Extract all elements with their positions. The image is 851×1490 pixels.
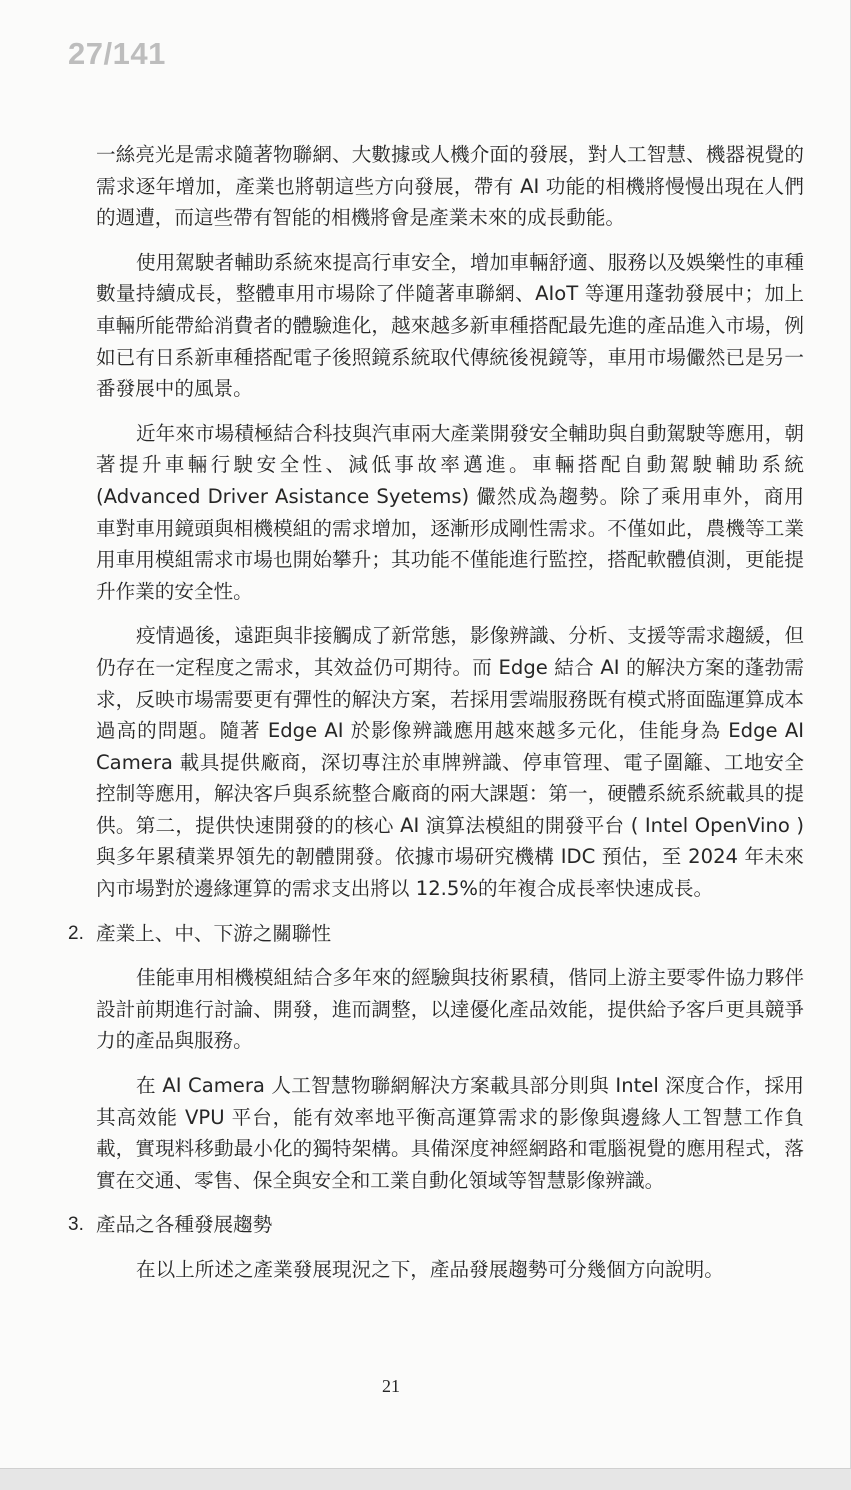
section-heading-3	[68, 1209, 804, 1241]
paragraph: 在以上所述之產業發展現況之下，產品發展趨勢可分幾個方向說明。	[136, 1258, 724, 1281]
paragraph: 佳能車用相機模組結合多年來的經驗與技術累積，偕同上游主要零件協力夥伴設計前期進行討論、開發，進而調整，以達優化產品效能，提供給予客戶更具競爭力的產品與服務。	[96, 966, 804, 1053]
paragraph: 疫情過後，遠距與非接觸成了新常態，影像辨識、分析、支援等需求趨緩，但仍存在一定程度之需求，其效益仍可期待。而 Edge 結合 AI 的解決方案的蓬勃需求，反映市場需要更有彈性的解決方案，若採用雲端服務既有模式將面臨運算成本過高的問題。隨著 Edge AI 於影像辨識應用越來越多元化，佳能身為 Edge AI Camera 載具提供廠商，深切專注於車牌辨識、停車管理、電子圍籬、工地安全控制等應用，解決客戶與系統整合廠商的兩大課題：第一，硬體系統系統載具的提供。第二，提供快速開發的的核心 AI 演算法模組的開發平台 ( Intel OpenVino )與多年累積業界領先的韌體開發。依據市場研究機構 IDC 預估，至 2024 年未來內市場對於邊緣運算的需求支出將以 12.5%的年複合成長率快速成長。	[96, 624, 804, 901]
paragraph: 一絲亮光是需求隨著物聯網、大數據或人機介面的發展，對人工智慧、機器視覺的需求逐年增加，產業也將朝這些方向發展，帶有 AI 功能的相機將慢慢出現在人們的週遭，而這些帶有智能的相機將會是產業未來的成長動能。	[96, 143, 804, 230]
viewer-bottom-bar	[0, 1468, 851, 1490]
page-number: 21	[382, 1376, 400, 1396]
section-title: 產品之各種發展趨勢	[96, 1213, 273, 1237]
paragraph: 使用駕駛者輔助系統來提高行車安全，增加車輛舒適、服務以及娛樂性的車種數量持續成長，整體車用市場除了伴隨著車聯網、AIoT 等運用蓬勃發展中；加上車輛所能帶給消費者的體驗進化，越來越多新車種搭配最先進的產品進入市場，例如已有日系新車種搭配電子後照鏡系統取代傳統後視鏡等，車用市場儼然已是另一番發展中的風景。	[96, 250, 804, 401]
section-title: 產業上、中、下游之關聯性	[96, 921, 332, 945]
document-body	[68, 139, 804, 1299]
paragraph: 在 AI Camera 人工智慧物聯網解決方案載具部分則與 Intel 深度合作，採用其高效能 VPU 平台，能有效率地平衡高運算需求的影像與邊緣人工智慧工作負載，實現料移動最小化的獨特架構。具備深度神經網路和電腦視覺的應用程式，落實在交通、零售、保全與安全和工業自動化領域等智慧影像辨識。	[96, 1074, 804, 1192]
page-counter: 27/141	[68, 36, 166, 71]
section-number: 2.	[68, 922, 84, 944]
section-number: 3.	[68, 1214, 84, 1236]
paragraph: 近年來市場積極結合科技與汽車兩大產業開發安全輔助與自動駕駛等應用，朝著提升車輛行駛安全性、減低事故率邁進。車輛搭配自動駕駛輔助系統(Advanced Driver Asistance Syetems) 儼然成為趨勢。除了乘用車外，商用車對車用鏡頭與相機模組的需求增加，逐漸形成剛性需求。不僅如此，農機等工業用車用模組需求市場也開始攀升；其功能不僅能進行監控，搭配軟體偵測，更能提升作業的安全性。	[96, 421, 804, 603]
section-heading-2	[68, 918, 804, 950]
